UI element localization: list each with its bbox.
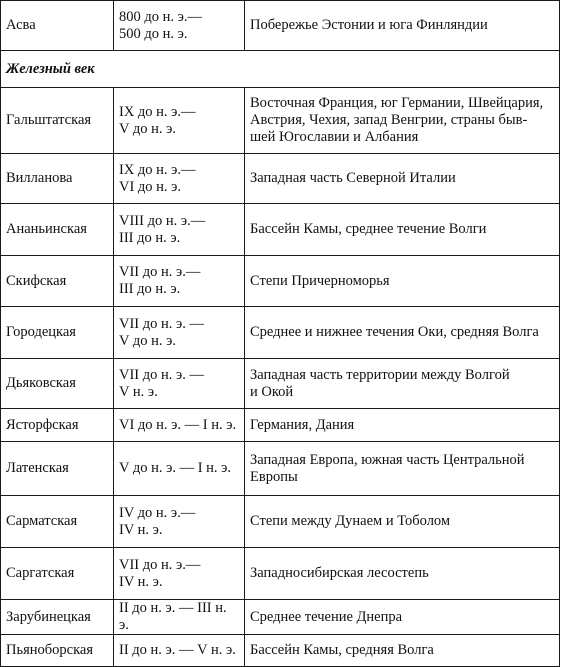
- culture-cell: Скифская: [1, 256, 114, 307]
- period-cell: V до н. э. — I н. э.: [114, 442, 245, 496]
- territory-cell: Степи между Дунаем и Тоболом: [245, 496, 560, 548]
- culture-cell: Латенская: [1, 442, 114, 496]
- territory-cell: Степи Причерноморья: [245, 256, 560, 307]
- table-row: [1, 1, 560, 51]
- territory-cell: Западная часть территории между Волгой и Окой: [245, 359, 560, 409]
- period-cell: II до н. э. — V н. э.: [114, 635, 245, 667]
- table-row: [1, 154, 560, 204]
- section-row: [1, 51, 560, 88]
- territory-cell: Западная Европа, южная часть Центральной Европы: [245, 442, 560, 496]
- culture-cell: Ясторфская: [1, 409, 114, 442]
- culture-cell: Зарубинецкая: [1, 600, 114, 635]
- territory-cell: Восточная Франция, юг Германии, Швейцария, Австрия, Чехия, запад Венгрии, страны быв- шей Югославии и Албания: [245, 88, 560, 154]
- territory-cell: Германия, Дания: [245, 409, 560, 442]
- table-row: [1, 409, 560, 442]
- territory-cell: Среднее и нижнее течения Оки, средняя Волга: [245, 307, 560, 359]
- culture-cell: Саргатская: [1, 548, 114, 600]
- table-row: [1, 548, 560, 600]
- culture-cell: Вилланова: [1, 154, 114, 204]
- period-cell: VIII до н. э.— III до н. э.: [114, 204, 245, 256]
- territory-cell: Побережье Эстонии и юга Финляндии: [245, 1, 560, 51]
- territory-cell: Бассейн Камы, средняя Волга: [245, 635, 560, 667]
- table-row: [1, 635, 560, 667]
- table-row: [1, 204, 560, 256]
- territory-cell: Западносибирская лесостепь: [245, 548, 560, 600]
- period-cell: VI до н. э. — I н. э.: [114, 409, 245, 442]
- culture-cell: Гальштатская: [1, 88, 114, 154]
- culture-cell: Сарматская: [1, 496, 114, 548]
- territory-cell: Западная часть Северной Италии: [245, 154, 560, 204]
- period-cell: 800 до н. э.— 500 до н. э.: [114, 1, 245, 51]
- table-row: [1, 359, 560, 409]
- territory-cell: Бассейн Камы, среднее течение Волги: [245, 204, 560, 256]
- table-row: [1, 442, 560, 496]
- culture-cell: Дьяковская: [1, 359, 114, 409]
- culture-cell: Асва: [1, 1, 114, 51]
- period-cell: IX до н. э.— VI до н. э.: [114, 154, 245, 204]
- territory-cell: Среднее течение Днепра: [245, 600, 560, 635]
- table-row: [1, 307, 560, 359]
- period-cell: IX до н. э.— V до н. э.: [114, 88, 245, 154]
- period-cell: IV до н. э.— IV н. э.: [114, 496, 245, 548]
- culture-cell: Городецкая: [1, 307, 114, 359]
- section-heading: Железный век: [1, 51, 560, 88]
- table-row: [1, 496, 560, 548]
- culture-cell: Ананьинская: [1, 204, 114, 256]
- table-row: [1, 256, 560, 307]
- table-row: [1, 88, 560, 154]
- period-cell: II до н. э. — III н. э.: [114, 600, 245, 635]
- period-cell: VII до н. э. — V до н. э.: [114, 307, 245, 359]
- table-row: [1, 600, 560, 635]
- culture-cell: Пьяноборская: [1, 635, 114, 667]
- period-cell: VII до н. э.— IV н. э.: [114, 548, 245, 600]
- period-cell: VII до н. э. — V н. э.: [114, 359, 245, 409]
- period-cell: VII до н. э.— III до н. э.: [114, 256, 245, 307]
